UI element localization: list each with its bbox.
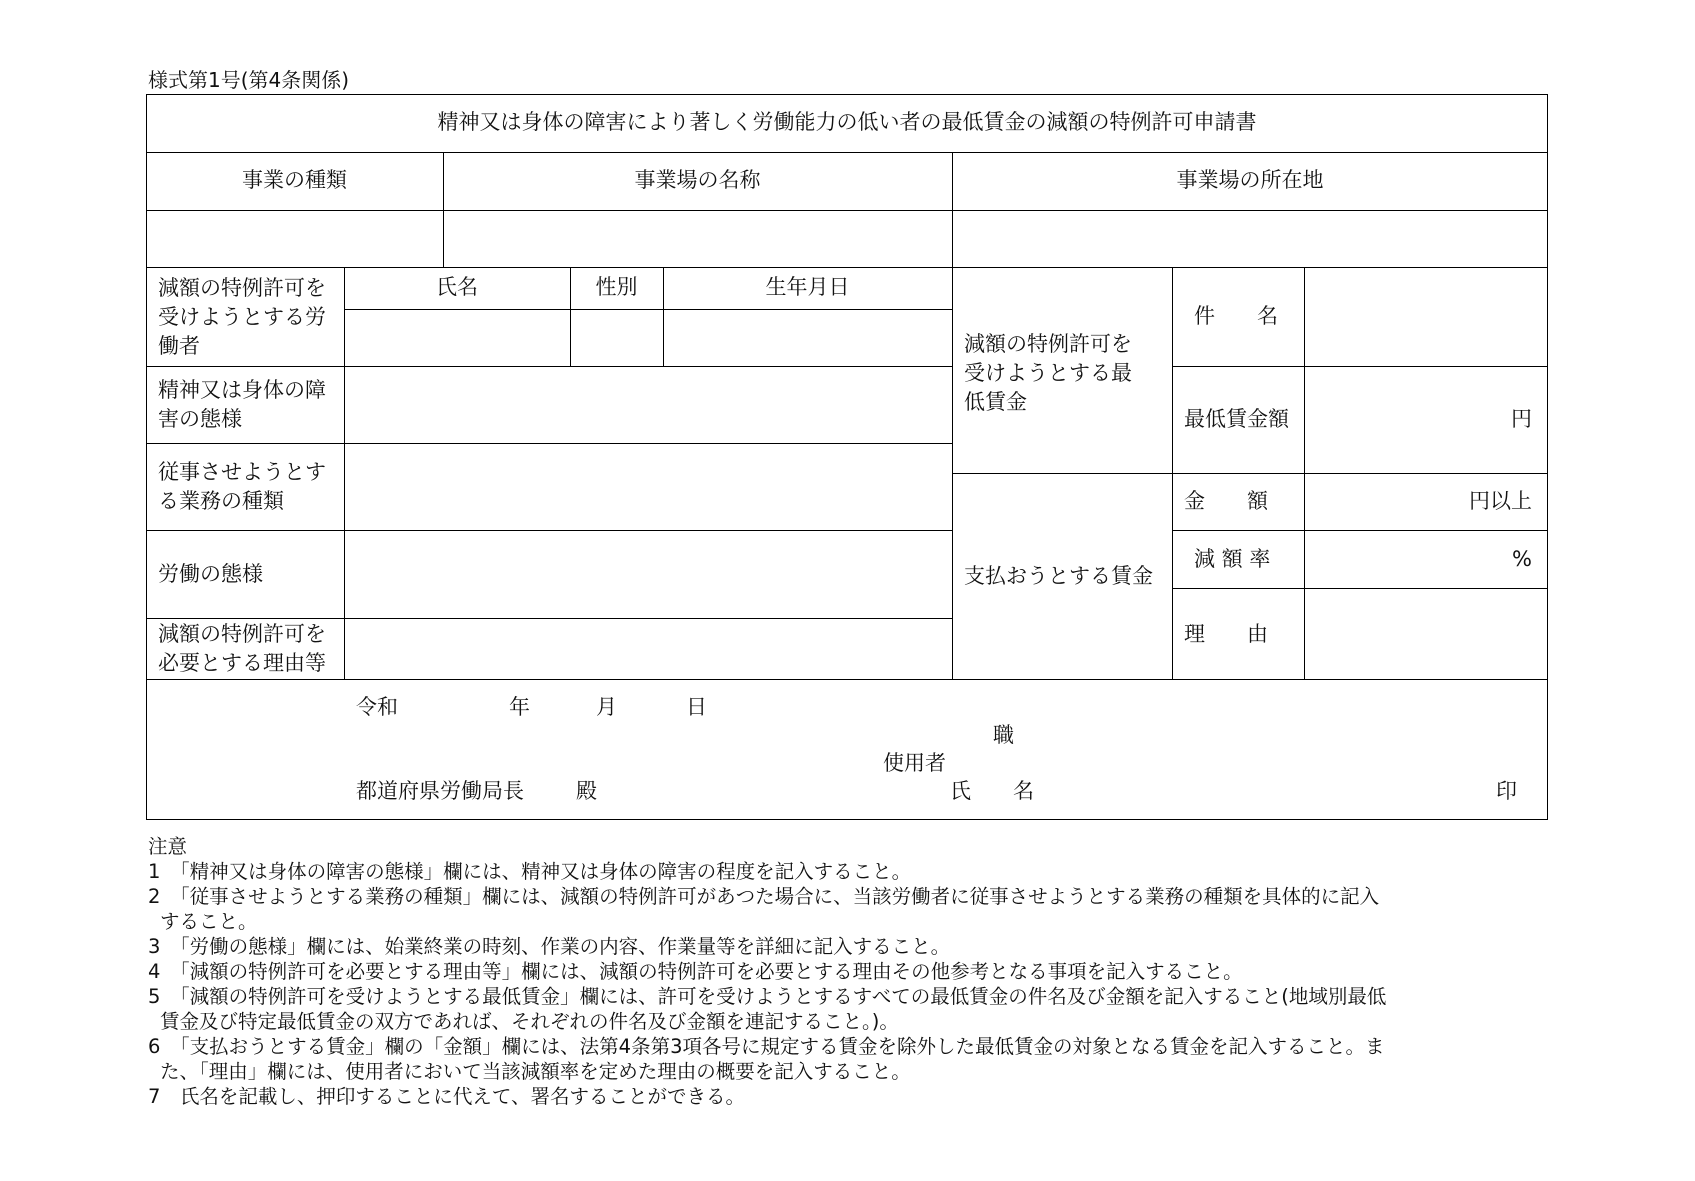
worker-name-header: 氏名: [436, 275, 478, 299]
worker-label: 減額の特例許可を 受けようとする労 働者: [158, 276, 326, 358]
note-7: 7 氏名を記載し、押印することに代えて、署名することができる。: [148, 1085, 746, 1108]
date-day: 日: [686, 695, 707, 719]
notes-section: [148, 834, 1558, 1109]
min-wage-item-name-label: 件 名: [1194, 304, 1278, 328]
honorific: 殿: [576, 779, 597, 803]
duty-type-field[interactable]: [345, 444, 952, 530]
worker-sex-field[interactable]: [571, 310, 663, 366]
employer-name-label: 氏 名: [950, 779, 1034, 803]
note-1: 1 「精神又は身体の障害の態様」欄には、精神又は身体の障害の程度を記入すること。: [148, 860, 912, 883]
worker-name-field[interactable]: [345, 310, 570, 366]
pay-reason-label: 理 由: [1184, 622, 1268, 646]
pay-amount-label: 金 額: [1184, 489, 1268, 513]
pay-amount-unit: 円以上: [1469, 489, 1532, 513]
notes-heading: 注意: [148, 835, 188, 858]
note-6: 6 「支払おうとする賃金」欄の「金額」欄には、法第4条第3項各号に規定する賃金を除外した最低賃金の対象となる賃金を記入すること。ま: [148, 1035, 1385, 1058]
disability-label: 精神又は身体の障 害の態様: [158, 378, 326, 431]
pay-label: 支払おうとする賃金: [964, 564, 1153, 588]
work-style-field[interactable]: [345, 531, 952, 618]
duty-type-label: 従事させようとす る業務の種類: [158, 460, 326, 513]
min-wage-amount-label: 最低賃金額: [1184, 407, 1289, 431]
note-2-continued: すること。: [160, 910, 258, 933]
date-year: 年: [509, 695, 530, 719]
work-style-label: 労働の態様: [158, 562, 263, 586]
pay-reason-field[interactable]: [1305, 589, 1547, 679]
note-2: 2 「従事させようとする業務の種類」欄には、減額の特例許可があつた場合に、当該労働者に従事させようとする業務の種類を具体的に記入: [148, 885, 1380, 908]
note-3: 3 「労働の態様」欄には、始業終業の時刻、作業の内容、作業量等を詳細に記入すること。: [148, 935, 951, 958]
date-era: 令和: [356, 695, 398, 719]
worker-birthdate-header: 生年月日: [765, 275, 850, 299]
note-5: 5 「減額の特例許可を受けようとする最低賃金」欄には、許可を受けようとするすべての最低賃金の件名及び金額を記入すること(地域別最低: [148, 985, 1387, 1008]
min-wage-amount-unit: 円: [1511, 407, 1532, 431]
establishment-location-field[interactable]: [953, 211, 1547, 267]
business-type-field[interactable]: [147, 211, 443, 267]
worker-birthdate-field[interactable]: [664, 310, 952, 366]
position-label: 職: [993, 723, 1014, 747]
seal-mark: 印: [1496, 779, 1517, 803]
addressee: 都道府県労働局長: [356, 779, 524, 803]
note-4: 4 「減額の特例許可を必要とする理由等」欄には、減額の特例許可を必要とする理由その他参考となる事項を記入すること。: [148, 960, 1243, 983]
reduction-reason-field[interactable]: [345, 619, 952, 679]
worker-sex-header: 性別: [595, 275, 638, 299]
note-5-continued: 賃金及び特定最低賃金の双方であれば、それぞれの件名及び金額を連記すること。)。: [160, 1010, 899, 1033]
form-number: 様式第1号(第4条関係): [148, 68, 350, 92]
min-wage-label: 減額の特例許可を 受けようとする最 低賃金: [964, 332, 1132, 414]
reduction-reason-label: 減額の特例許可を 必要とする理由等: [158, 622, 326, 675]
establishment-location-header: 事業場の所在地: [1176, 168, 1324, 192]
employer-label: 使用者: [883, 751, 946, 775]
reduction-rate-unit: %: [1512, 547, 1532, 571]
form-title: 精神又は身体の障害により著しく労働能力の低い者の最低賃金の減額の特例許可申請書: [437, 110, 1257, 134]
note-6-continued: た、「理由」欄には、使用者において当該減額率を定めた理由の概要を記入すること。: [160, 1060, 911, 1083]
date-month: 月: [596, 695, 617, 719]
reduction-rate-label: 減 額 率: [1194, 547, 1271, 571]
application-form-table: [146, 94, 1548, 820]
establishment-name-field[interactable]: [444, 211, 952, 267]
disability-field[interactable]: [345, 367, 952, 443]
business-type-header: 事業の種類: [242, 168, 347, 192]
min-wage-item-name-field[interactable]: [1305, 268, 1547, 366]
establishment-name-header: 事業場の名称: [634, 168, 761, 192]
